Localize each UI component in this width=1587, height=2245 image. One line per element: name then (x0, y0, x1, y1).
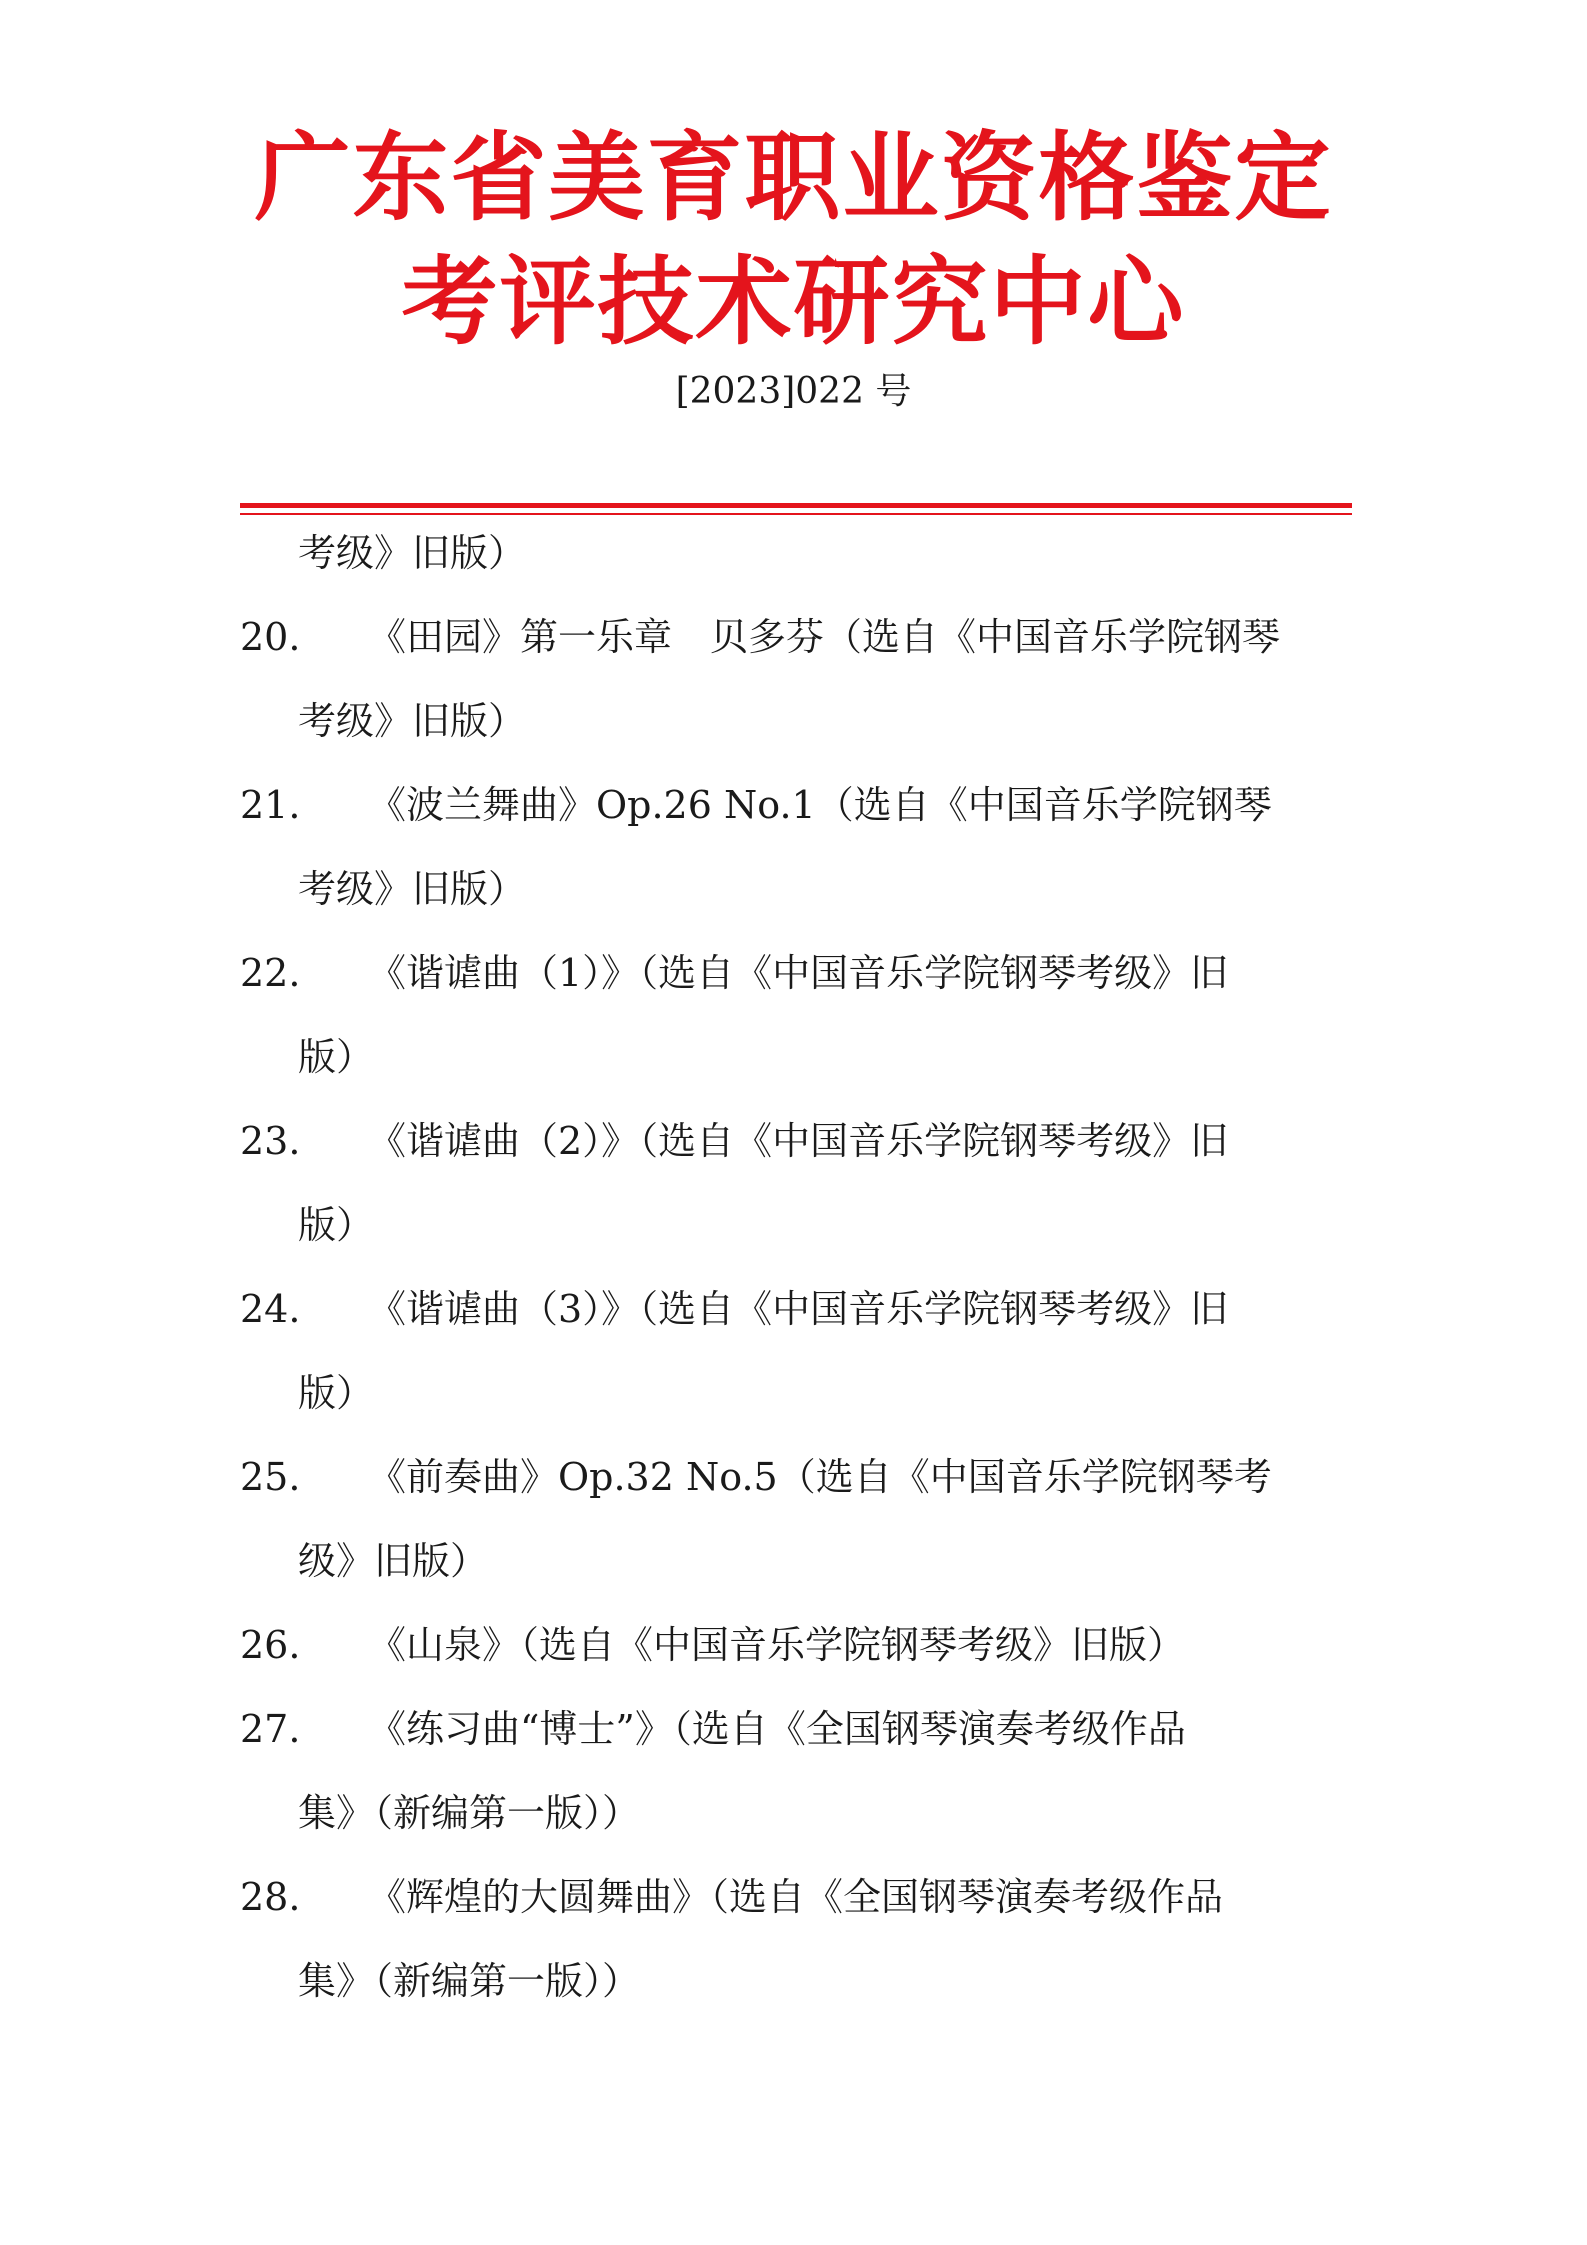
list-item-text: 《波兰舞曲》Op.26 No.1（选自《中国音乐学院钢琴 (368, 783, 1272, 827)
list-item-number: 22. (240, 951, 301, 995)
list-item-text: 《辉煌的大圆舞曲》（选自《全国钢琴演奏考级作品 (368, 1875, 1224, 1919)
list-item-text-continued: 版） (298, 1035, 375, 1079)
list-item-text: 《田园》第一乐章 贝多芬（选自《中国音乐学院钢琴 (368, 615, 1281, 659)
list-item-text-continued: 考级》旧版） (298, 867, 527, 911)
list-item-text-continued: 版） (298, 1371, 375, 1415)
list-item-text: 《谐谑曲（2）》（选自《中国音乐学院钢琴考级》旧 (368, 1119, 1229, 1163)
list-item-number: 25. (240, 1455, 301, 1499)
list-item-text: 《谐谑曲（3）》（选自《中国音乐学院钢琴考级》旧 (368, 1287, 1229, 1331)
list-item-text-continued: 考级》旧版） (298, 699, 527, 743)
list-item-number: 27. (240, 1707, 301, 1751)
list-item-number: 23. (240, 1119, 301, 1163)
list-item-number: 20. (240, 615, 301, 659)
list-item-number: 21. (240, 783, 301, 827)
list-item-text: 《练习曲“博士”》（选自《全国钢琴演奏考级作品 (368, 1707, 1186, 1751)
title-line-1: 广东省美育职业资格鉴定 (254, 122, 1333, 234)
list-continuation: 考级》旧版） (298, 531, 527, 575)
list-item-text-continued: 级》旧版） (298, 1539, 489, 1583)
list-item-number: 24. (240, 1287, 301, 1331)
list-item-number: 26. (240, 1623, 301, 1667)
list-item-text-continued: 集》（新编第一版）） (298, 1791, 641, 1835)
list-item-text: 《前奏曲》Op.32 No.5（选自《中国音乐学院钢琴考 (368, 1455, 1272, 1499)
list-item-text: 《谐谑曲（1）》（选自《中国音乐学院钢琴考级》旧 (368, 951, 1229, 995)
list-item-text-continued: 集》（新编第一版）） (298, 1959, 641, 2003)
list-item-number: 28. (240, 1875, 301, 1919)
list-item-text: 《山泉》（选自《中国音乐学院钢琴考级》旧版） (368, 1623, 1186, 1667)
title-line-2: 考评技术研究中心 (401, 246, 1186, 358)
list-item-text-continued: 版） (298, 1203, 375, 1247)
document-number: [2023]022 号 (675, 371, 912, 412)
